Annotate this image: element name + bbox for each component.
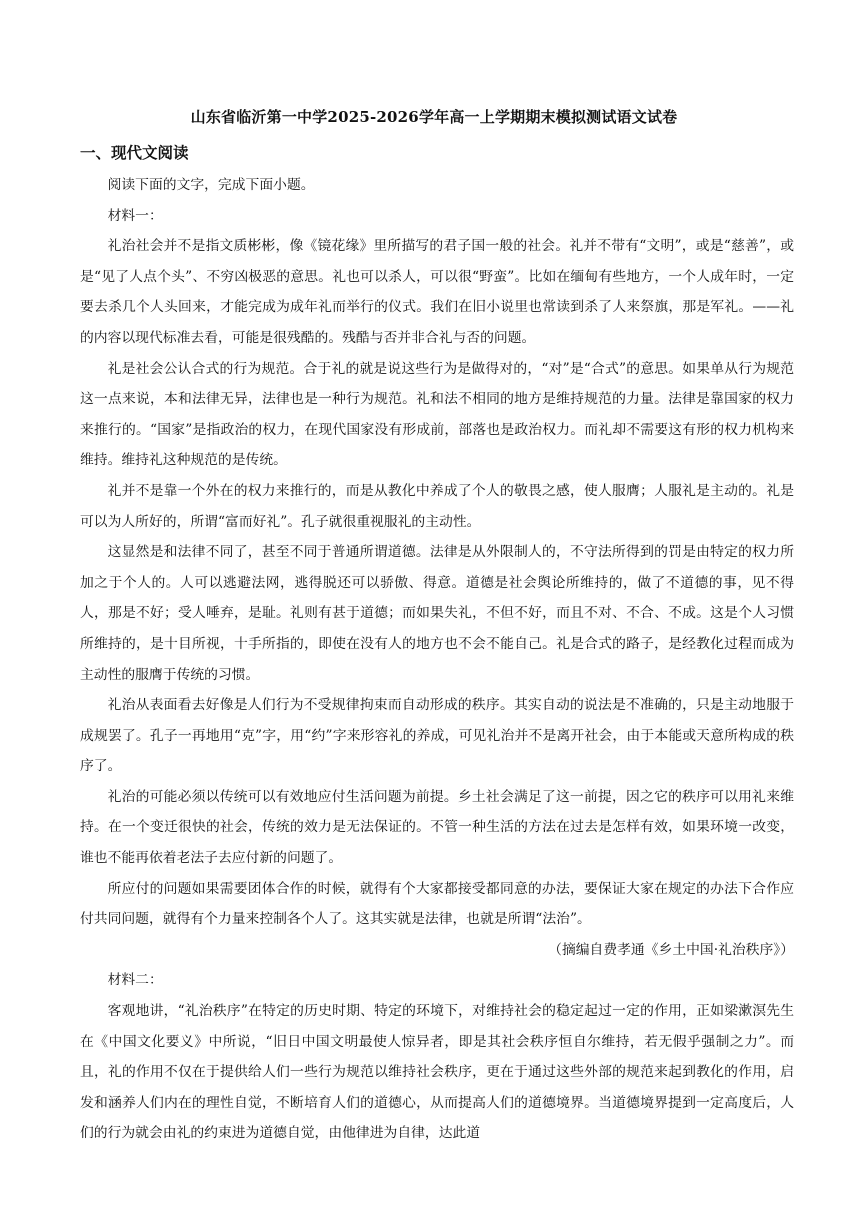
- instruction-text: 阅读下面的文字，完成下面小题。: [107, 177, 315, 193]
- material-one-label: 材料一：: [107, 207, 163, 224]
- source-citation: （摘编自费孝通《乡土中国·礼治秩序》）: [548, 941, 794, 958]
- passage-paragraph: 所应付的问题如果需要团体合作的时候，就得有个大家都接受都同意的办法，要保证大家在规定的办法下合作应付共同问题，就得有个力量来控制各个人了。这其实就是法律，也就是所谓“法治”。: [80, 880, 794, 928]
- section-heading: 一、现代文阅读: [80, 143, 189, 162]
- passage-paragraph: 礼治从表面看去好像是人们行为不受规律拘束而自动形成的秩序。其实自动的说法是不准确的，只是主动地服于成规罢了。孔子一再地用“克”字，用“约”字来形容礼的养成，可见礼治并不是离开社会，由于本能或天意所构成的秩序了。: [80, 697, 794, 775]
- passage-paragraph: 礼治的可能必须以传统可以有效地应付生活问题为前提。乡土社会满足了这一前提，因之它的秩序可以用礼来维持。在一个变迁很快的社会，传统的效力是无法保证的。不管一种生活的方法在过去是怎样有效，如果环境一改变，谁也不能再依着老法子去应付新的问题了。: [80, 788, 794, 867]
- passage-paragraph: 礼治社会并不是指文质彬彬，像《镜花缘》里所描写的君子国一般的社会。礼并不带有“文明”，或是“慈善”，或是“见了人点个头”、不穷凶极恶的意思。礼也可以杀人，可以很“野蛮”。比如在缅甸有些地方，一个人成年时，一定要去杀几个人头回来，才能完成为成年礼而举行的仪式。我们在旧小说里也常读到杀了人来祭旗，那是军礼。——礼的内容以现代标准去看，可能是很残酷的。残酷与否并非合礼与否的问题。: [80, 238, 794, 346]
- exam-title: 山东省临沂第一中学2025-2026学年高一上学期期末模拟测试语文试卷: [190, 108, 678, 126]
- passage-paragraph: 礼是社会公认合式的行为规范。合于礼的就是说这些行为是做得对的，“对”是“合式”的意思。如果单从行为规范这一点来说，本和法律无异，法律也是一种行为规范。礼和法不相同的地方是维持规范的力量。法律是靠国家的权力来推行的。“国家”是指政治的权力，在现代国家没有形成前，部落也是政治权力。而礼却不需要这有形的权力机构来维持。维持礼这种规范的是传统。: [80, 360, 794, 469]
- passage-paragraph: 这显然是和法律不同了，甚至不同于普通所谓道德。法律是从外限制人的，不守法所得到的罚是由特定的权力所加之于个人的。人可以逃避法网，逃得脱还可以骄傲、得意。道德是社会舆论所维持的，做了不道德的事，见不得人，那是不好；受人唾弃，是耻。礼则有甚于道德；而如果失礼，不但不好，而且不对、不合、不成。这是个人习惯所维持的，是十目所视，十手所指的，即使在没有人的地方也不会不能自己。礼是合式的路子，是经教化过程而成为主动性的服膺于传统的习惯。: [80, 544, 794, 683]
- passage-paragraph: 礼并不是靠一个外在的权力来推行的，而是从教化中养成了个人的敬畏之感，使人服膺；人服礼是主动的。礼是可以为人所好的，所谓“富而好礼”。孔子就很重视服礼的主动性。: [80, 482, 794, 530]
- reading-passage: [80, 170, 794, 1149]
- passage-paragraph: 客观地讲，“礼治秩序”在特定的历史时期、特定的环境下，对维持社会的稳定起过一定的作用，正如梁漱溟先生在《中国文化要义》中所说，“旧日中国文明最使人惊异者，即是其社会秩序恒自尔维持，若无假乎强制之力”。而且，礼的作用不仅在于提供给人们一些行为规范以维持社会秩序，更在于通过这些外部的规范来起到教化的作用，启发和涵养人们内在的理性自觉，不断培育人们的道德心，从而提高人们的道德境界。当道德境界提到一定高度后，人们的行为就会由礼的约束进为道德自觉，由他律进为自律，达此道: [80, 1003, 794, 1142]
- material-two-label: 材料二：: [107, 972, 163, 989]
